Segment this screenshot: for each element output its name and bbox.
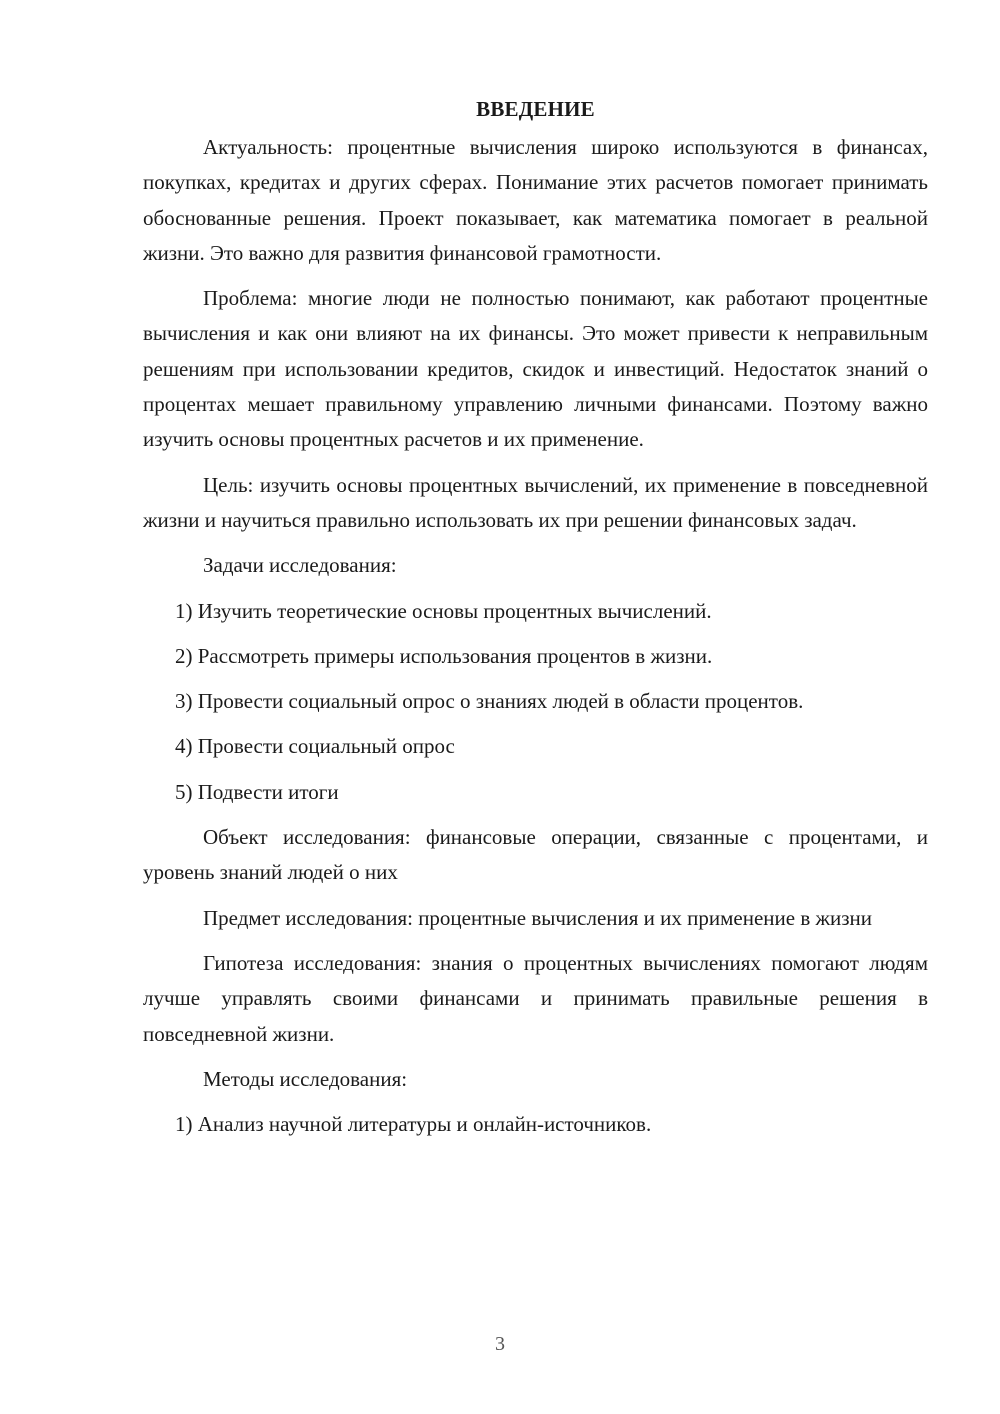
task-item-5: 5) Подвести итоги [175,779,339,804]
methods-heading: Методы исследования: [203,1066,408,1091]
relevance-paragraph: Актуальность: процентные вычисления широко используются в финансах, покупках, кредитах и других сферах. Понимание этих расчетов помогает принимать обоснованные решения. Проект показывает, как математика помогает в реальной жизни. Это важно для развития финансовой грамотности. [143,135,928,265]
goal-paragraph: Цель: изучить основы процентных вычислений, их применение в повседневной жизни и научиться правильно использовать их при решении финансовых задач. [143,472,928,532]
document-page [143,92,928,1152]
object-paragraph: Объект исследования: финансовые операции, связанные с процентами, и уровень знаний людей о них [143,825,928,885]
task-item-1: 1) Изучить теоретические основы процентных вычислений. [175,598,712,623]
task-item-3: 3) Провести социальный опрос о знаниях людей в области процентов. [175,689,804,714]
subject-paragraph: Предмет исследования: процентные вычисления и их применение в жизни [203,905,873,930]
page-number: 3 [495,1333,505,1355]
methods-list [143,1107,928,1142]
hypothesis-paragraph: Гипотеза исследования: знания о процентных вычислениях помогают людям лучше управлять своими финансами и принимать правильные решения в повседневной жизни. [143,950,928,1046]
section-heading: ВВЕДЕНИЕ [476,97,595,121]
task-item-4: 4) Провести социальный опрос [175,734,455,759]
tasks-list [143,594,928,810]
method-item-1: 1) Анализ научной литературы и онлайн-источников. [175,1112,652,1137]
tasks-heading: Задачи исследования: [203,553,397,578]
problem-paragraph: Проблема: многие люди не полностью понимают, как работают процентные вычисления и как они влияют на их финансы. Это может привести к неправильным решениям при использовании кредитов, скидок и инвестиций. Недостаток знаний о процентах мешает правильному управлению личными финансами. Поэтому важно изучить основы процентных расчетов и их применение. [143,286,928,452]
task-item-2: 2) Рассмотреть примеры использования процентов в жизни. [175,643,713,668]
